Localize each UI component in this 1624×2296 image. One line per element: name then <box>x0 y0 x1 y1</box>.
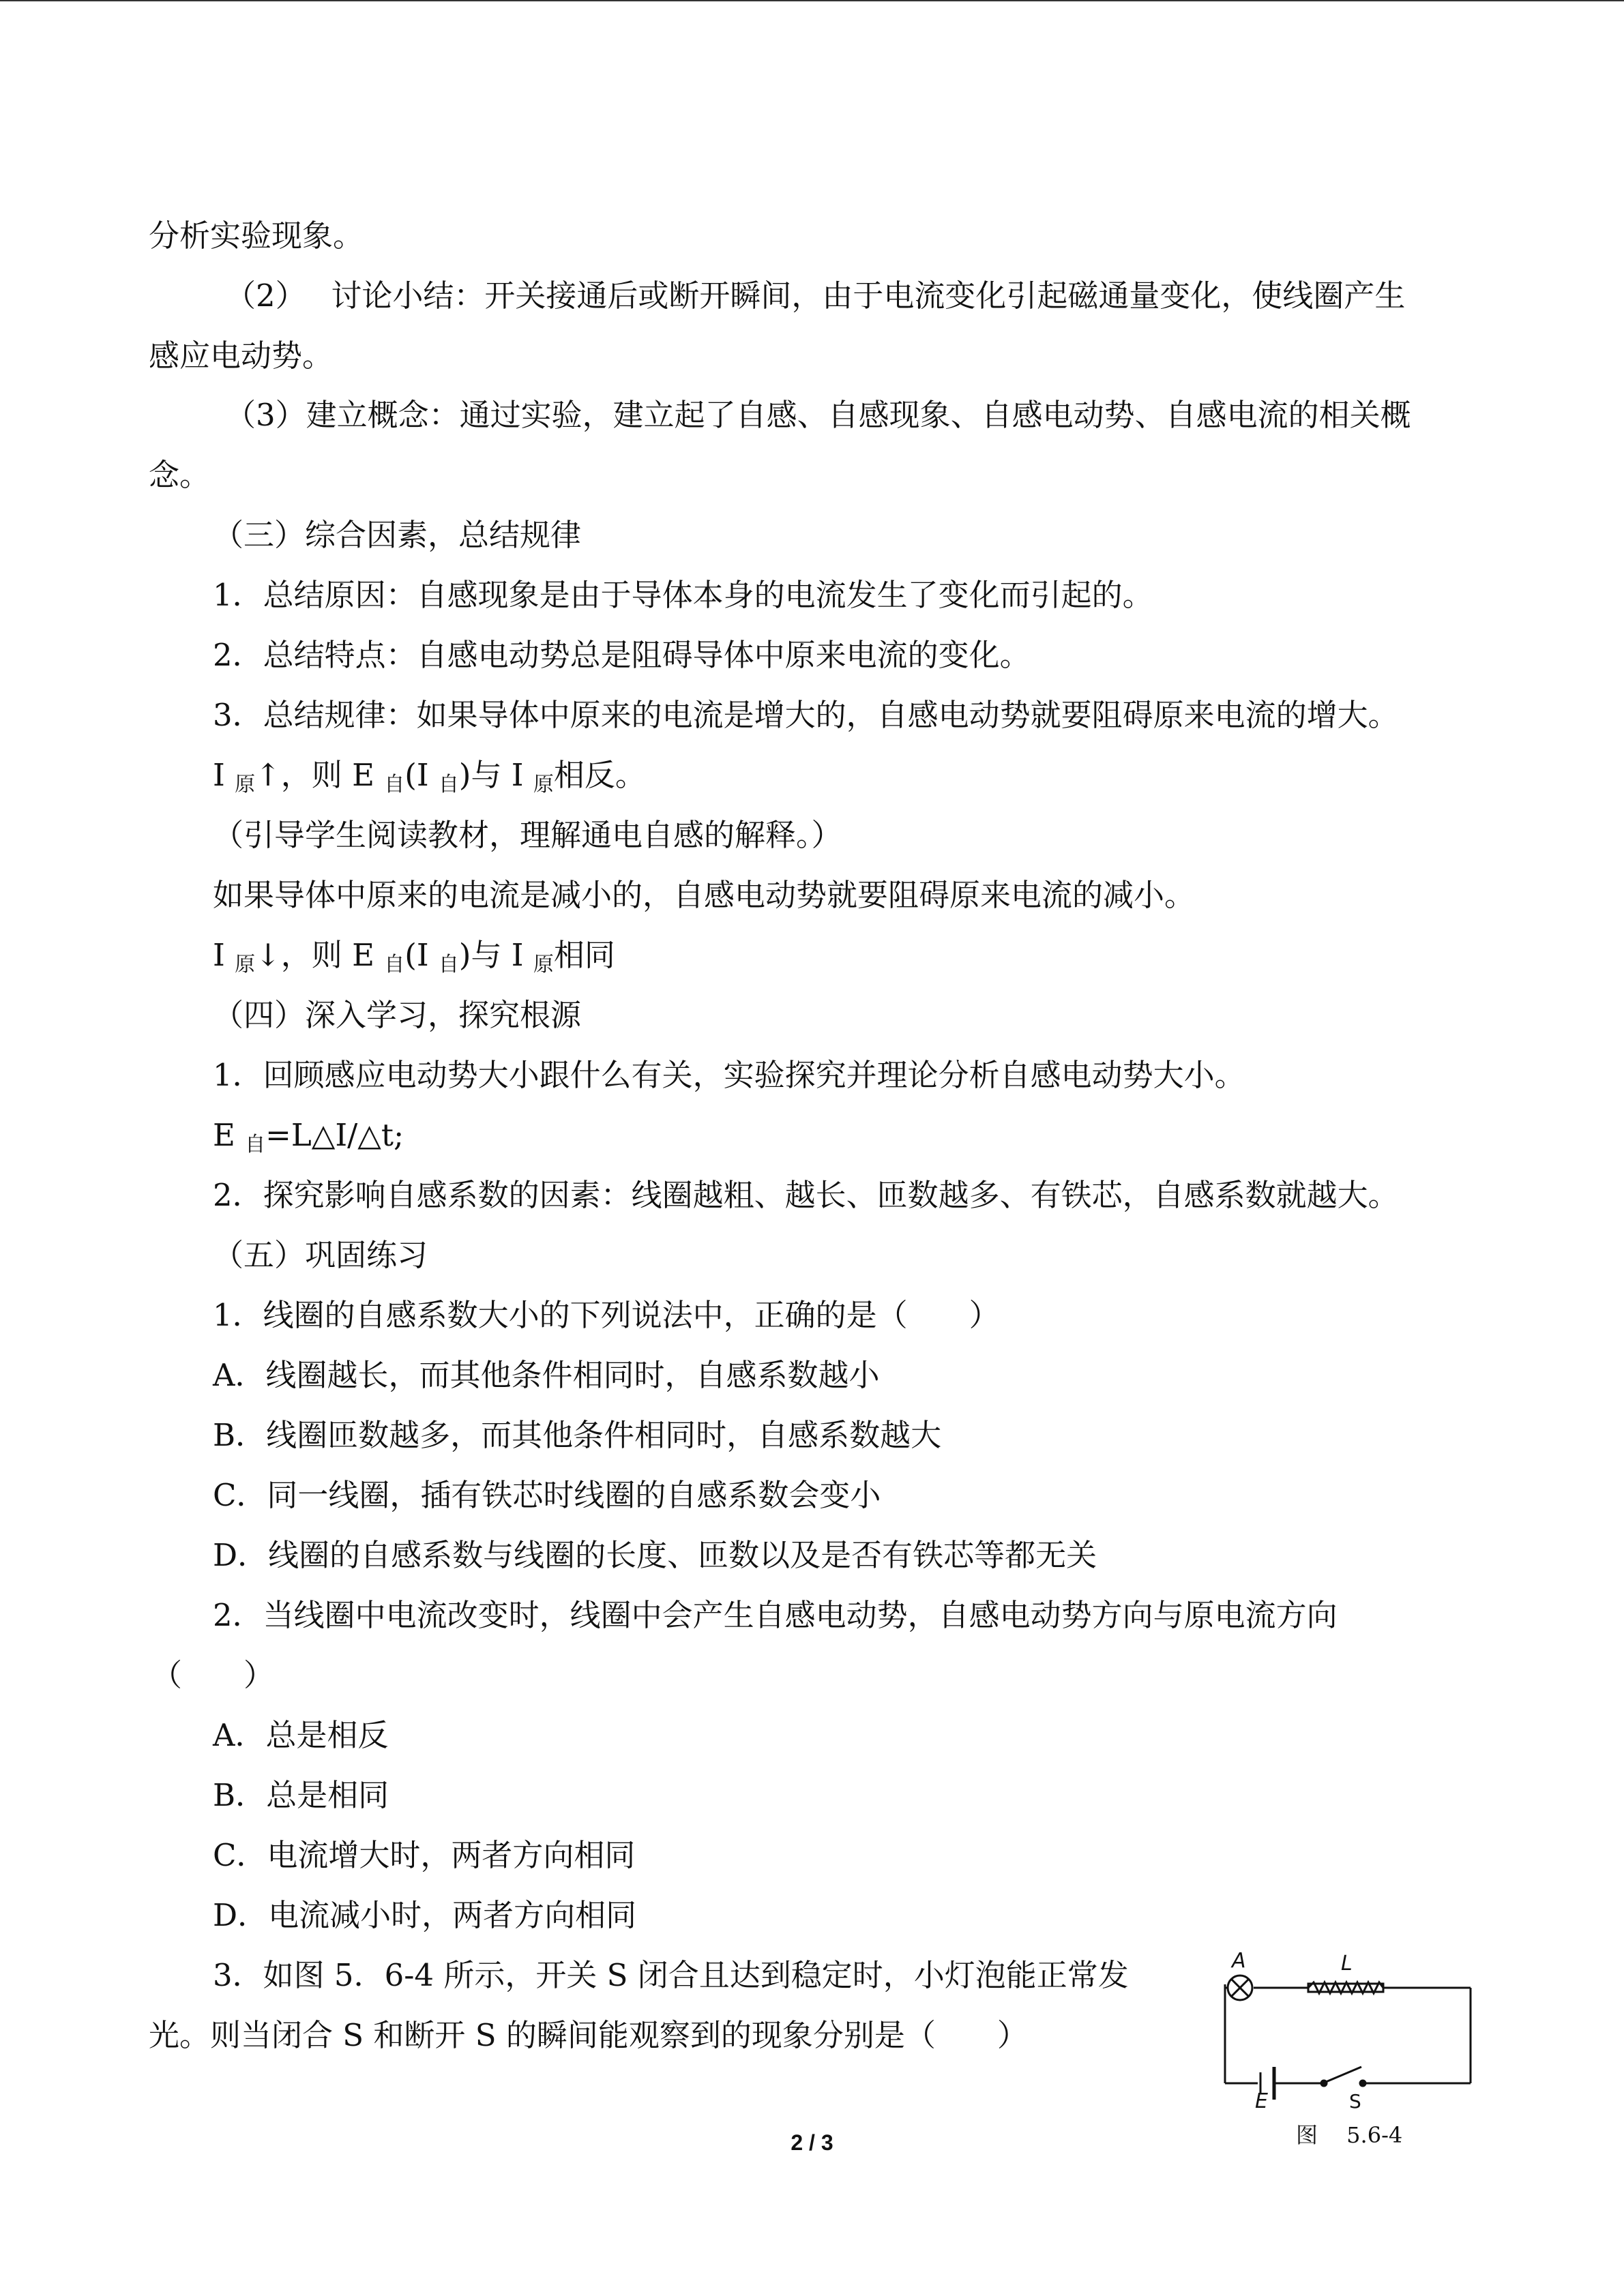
text-line: 光。则当闭合 S 和断开 S 的瞬间能观察到的现象分别是（ ） <box>149 2017 1028 2053</box>
label-switch: S <box>1349 2090 1361 2111</box>
text-line: 1．回顾感应电动势大小跟什么有关，实验探究并理论分析自感电动势大小。 <box>213 1057 1245 1093</box>
option-b: B．线圈匝数越多，而其他条件相同时，自感系数越大 <box>213 1417 942 1453</box>
label-inductor: L <box>1341 1952 1353 1976</box>
option-d: D．线圈的自感系数与线圈的长度、匝数以及是否有铁芯等都无关 <box>213 1537 1097 1573</box>
section-heading: （三）综合因素，总结规律 <box>213 517 582 553</box>
text-line: 分析实验现象。 <box>149 218 364 254</box>
formula-decrease: I 原↓，则 E 自(I 自)与 I 原相同 <box>213 937 615 976</box>
question-1: 1．线圈的自感系数大小的下列说法中，正确的是（ ） <box>213 1297 1000 1333</box>
answer-paren: （ ） <box>151 1657 275 1693</box>
option-c: C．电流增大时，两者方向相同 <box>213 1837 636 1873</box>
text-line: 1．总结原因：自感现象是由于导体本身的电流发生了变化而引起的。 <box>213 577 1153 613</box>
page-number: 2 / 3 <box>791 2130 833 2155</box>
section-heading: （四）深入学习，探究根源 <box>213 997 582 1033</box>
formula-emf: E 自=L△I/△t; <box>213 1117 404 1157</box>
text-line: （3）建立概念：通过实验，建立起了自感、自感现象、自感电动势、自感电流的相关概 <box>225 397 1411 433</box>
page-top-rule <box>0 0 1624 1</box>
option-a: A．总是相反 <box>213 1717 389 1753</box>
figure-caption: 图 5.6-4 <box>1296 2122 1403 2148</box>
text-line: 3．总结规律：如果导体中原来的电流是增大的，自感电动势就要阻碍原来电流的增大。 <box>213 697 1399 733</box>
option-a: A．线圈越长，而其他条件相同时，自感系数越小 <box>213 1357 880 1393</box>
text-line: 念。 <box>149 457 211 493</box>
question-2: 2．当线圈中电流改变时，线圈中会产生自感电动势，自感电动势方向与原电流方向 <box>213 1597 1338 1633</box>
text-line: 如果导体中原来的电流是减小的，自感电动势就要阻碍原来电流的减小。 <box>213 877 1196 913</box>
label-battery: E <box>1255 2089 1268 2111</box>
text-line: 2．探究影响自感系数的因素：线圈越粗、越长、匝数越多、有铁芯，自感系数就越大。 <box>213 1177 1399 1213</box>
question-3: 3．如图 5．6-4 所示，开关 S 闭合且达到稳定时，小灯泡能正常发 <box>213 1957 1129 1993</box>
text-line: 感应电动势。 <box>149 338 334 374</box>
text-line: （引导学生阅读教材，理解通电自感的解释。） <box>213 817 842 853</box>
circuit-diagram <box>1213 1947 1486 2111</box>
option-b: B．总是相同 <box>213 1777 389 1813</box>
option-d: D．电流减小时，两者方向相同 <box>213 1897 637 1933</box>
label-lamp: A <box>1232 1949 1246 1973</box>
option-c: C．同一线圈，插有铁芯时线圈的自感系数会变小 <box>213 1477 881 1513</box>
text-line: （2） 讨论小结：开关接通后或断开瞬间，由于电流变化引起磁通量变化，使线圈产生 <box>225 278 1406 314</box>
formula-increase: I 原↑，则 E 自(I 自)与 I 原相反。 <box>213 757 646 796</box>
section-heading: （五）巩固练习 <box>213 1237 428 1273</box>
text-line: 2．总结特点：自感电动势总是阻碍导体中原来电流的变化。 <box>213 637 1031 673</box>
